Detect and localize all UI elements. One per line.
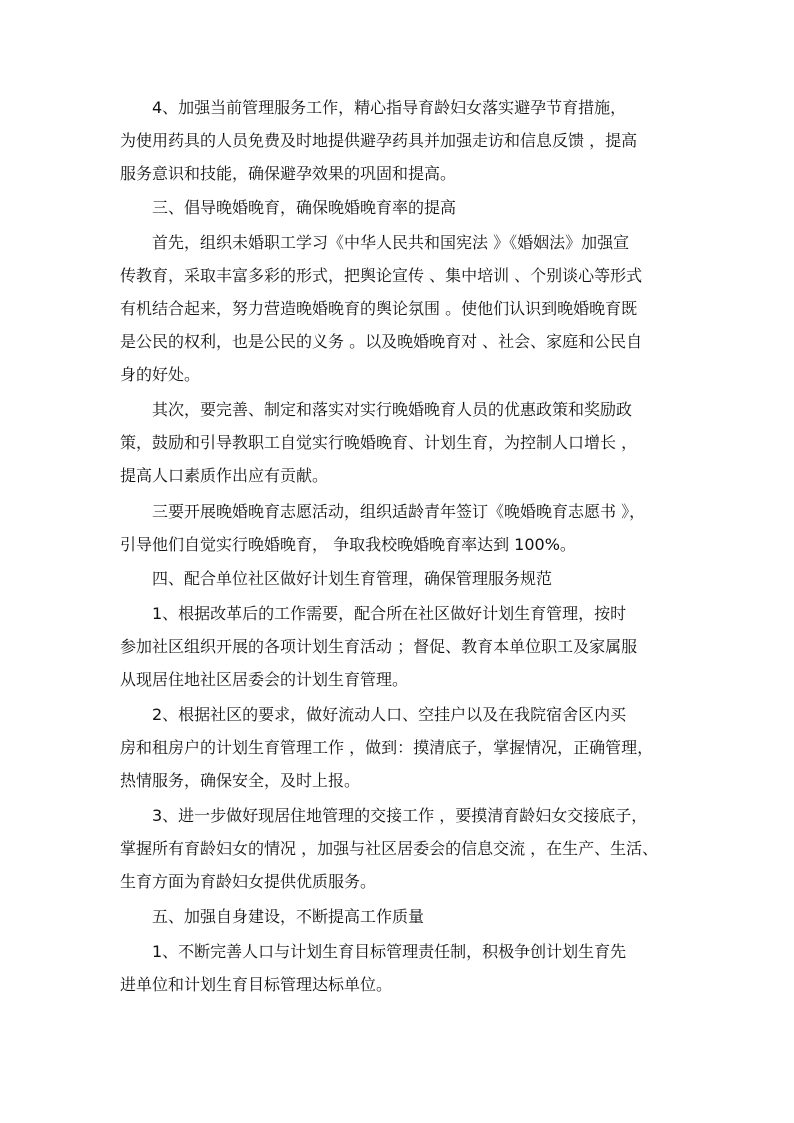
paragraph-line: 1、根据改革后的工作需要，配合所在社区做好计划生育管理，按时 — [152, 604, 627, 623]
paragraph-line: 生育方面为育龄妇女提供优质服务。 — [120, 872, 377, 891]
paragraph-line: 为使用药具的人员免费及时地提供避孕药具并加强走访和信息反馈 ，提高 — [120, 131, 638, 150]
paragraph-line: 进单位和计划生育目标管理达标单位。 — [120, 975, 393, 994]
section-heading: 四、配合单位社区做好计划生育管理，确保管理服务规范 — [152, 569, 553, 588]
paragraph-line: 掌握所有育龄妇女的情况 ，加强与社区居委会的信息交流 ，在生产、生活、 — [120, 839, 659, 858]
section-heading: 三、倡导晚婚晚育，确保晚婚晚育率的提高 — [152, 198, 457, 217]
paragraph-line: 4、加强当前管理服务工作，精心指导育龄妇女落实避孕节育措施， — [152, 98, 627, 117]
paragraph-line: 热情服务，确保安全，及时上报。 — [120, 771, 361, 790]
section-heading: 五、加强自身建设，不断提高工作质量 — [152, 907, 425, 926]
paragraph-line: 有机结合起来，努力营造晚婚晚育的舆论氛围 。使他们认识到晚婚晚育既 — [120, 299, 638, 318]
paragraph-line: 房和租房户的计划生育管理工作 ，做到：摸清底子，掌握情况，正确管理， — [120, 738, 654, 757]
paragraph-line: 身的好处。 — [120, 365, 201, 384]
paragraph-line: 引导他们自觉实行晚婚晚育， 争取我校晚婚晚育率达到 100%。 — [120, 535, 576, 554]
paragraph-line: 参加社区组织开展的各项计划生育活动 ；督促、教育本单位职工及家属服 — [120, 637, 638, 656]
paragraph-line: 是公民的权利，也是公民的义务 。以及晚婚晚育对 、社会、家庭和公民自 — [120, 332, 643, 351]
paragraph-line: 策，鼓励和引导教职工自觉实行晚婚晚育、计划生育，为控制人口增长 ， — [120, 433, 638, 452]
paragraph-line: 传教育，采取丰富多彩的形式，把舆论宣传 、集中培训 、个别谈心等形式 — [120, 266, 643, 285]
paragraph-line: 其次，要完善、制定和落实对实行晚婚晚育人员的优惠政策和奖励政 — [152, 400, 633, 419]
paragraph-line: 1、不断完善人口与计划生育目标管理责任制，积极争创计划生育先 — [152, 942, 627, 961]
paragraph-line: 2、根据社区的要求，做好流动人口、空挂户以及在我院宿舍区内买 — [152, 705, 627, 724]
paragraph-line: 三要开展晚婚晚育志愿活动，组织适龄青年签订《晚婚晚育志愿书 》， — [152, 502, 646, 521]
paragraph-line: 3、进一步做好现居住地管理的交接工作 ，要摸清育龄妇女交接底子， — [152, 806, 648, 825]
paragraph-line: 首先，组织未婚职工学习《中华人民共和国宪法 》《婚姻法》加强宣 — [152, 233, 630, 252]
paragraph-line: 服务意识和技能，确保避孕效果的巩固和提高。 — [120, 164, 457, 183]
paragraph-line: 提高人口素质作出应有贡献。 — [120, 466, 329, 485]
paragraph-line: 从现居住地社区居委会的计划生育管理。 — [120, 670, 409, 689]
